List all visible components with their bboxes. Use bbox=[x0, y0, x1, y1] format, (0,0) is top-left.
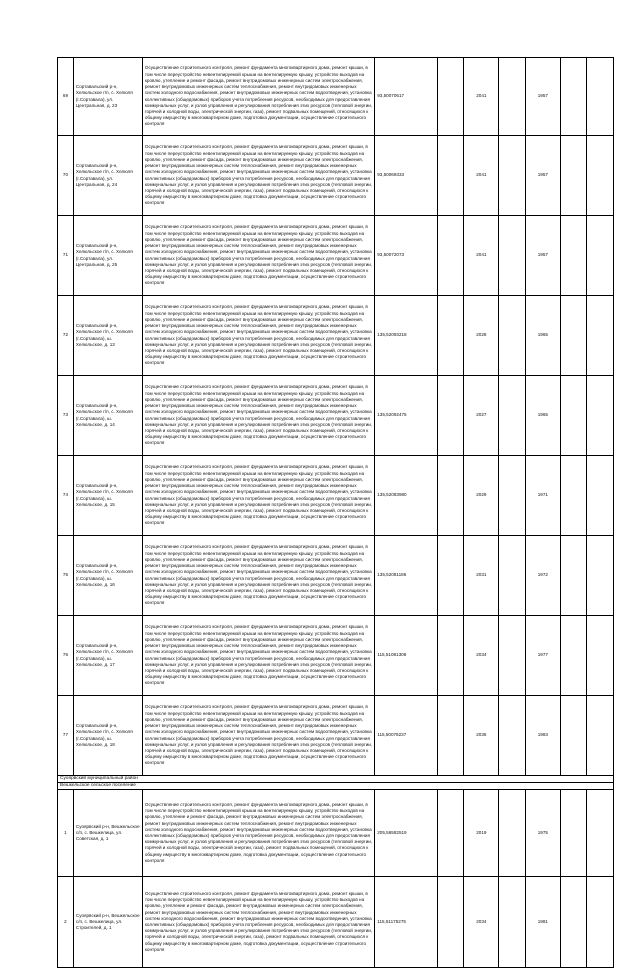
works-cell: Осуществление строительного контроля, ремонт фундамента многоквартирного дома, ремонт крыши, в том числе переустройство невентилируемой крыши на вентилируемую крышу, устройство выходов на кровлю, утепление и ремонт фасада, ремонт внутридомовых инженерных систем электроснабжения, ремонт внутридомовых инженерных систем теплоснабжения, ремонт внутридомовых инженерных систем холодного водоснабжения, ремонт внутридомовых инженерных систем водоотведения, установка коллективных (общедомовых) приборов учета потребления ресурсов, необходимых для предоставления коммунальных услуг, и узлов управления и регулирования потребления этих ресурсов (тепловой энергии, горячей и холодной воды, электрической энергии, газа), ремонт подвальных помещений, относящихся к общему имуществу в многоквартирном доме, подготовка документации, осуществление строительного контроля bbox=[142, 58, 374, 136]
address-cell: Сортавальский р-н, Хелюльское г/п, с. Хелюля (г.Сортавала), ул. Центральная, д. 23 bbox=[73, 58, 142, 136]
planned-year-cell: 2031 bbox=[464, 536, 499, 616]
address-cell: Сортавальский р-н, Хелюльское г/п, с. Хелюля (г.Сортавала), ш. Хелюльское, д. 16 bbox=[73, 536, 142, 616]
works-cell: Осуществление строительного контроля, ремонт фундамента многоквартирного дома, ремонт крыши, в том числе переустройство невентилируемой крыши на вентилируемую крышу, устройство выходов на кровлю, утепление и ремонт фасада, ремонт внутридомовых инженерных систем электроснабжения, ремонт внутридомовых инженерных систем теплоснабжения, ремонт внутридомовых инженерных систем холодного водоснабжения, ремонт внутридомовых инженерных систем водоотведения, установка коллективных (общедомовых) приборов учета потребления ресурсов, необходимых для предоставления коммунальных услуг, и узлов управления и регулирования потребления этих ресурсов (тепловой энергии, горячей и холодной воды, электрической энергии, газа), ремонт подвальных помещений, относящихся к общему имуществу в многоквартирном доме, подготовка документации, осуществление строительного контроля bbox=[142, 696, 374, 776]
table-row bbox=[58, 877, 614, 968]
built-year-cell: 1977 bbox=[525, 616, 560, 696]
built-year-cell: 1965 bbox=[525, 296, 560, 376]
empty-cell bbox=[437, 136, 464, 216]
empty-cell bbox=[560, 877, 587, 968]
empty-cell bbox=[499, 456, 526, 536]
empty-cell bbox=[587, 296, 614, 376]
cost-cell: 135,52083980 bbox=[375, 456, 438, 536]
table-row bbox=[58, 616, 614, 696]
empty-cell bbox=[437, 296, 464, 376]
cost-cell: 115,50078237 bbox=[375, 696, 438, 776]
row-number: 77 bbox=[58, 696, 74, 776]
cost-cell: 93,50070617 bbox=[375, 58, 438, 136]
table-row bbox=[58, 136, 614, 216]
planned-year-cell: 2041 bbox=[464, 58, 499, 136]
empty-cell bbox=[499, 136, 526, 216]
district-heading: Суоярвский муниципальный район bbox=[58, 776, 614, 783]
empty-cell bbox=[587, 216, 614, 296]
empty-cell bbox=[437, 790, 464, 877]
table-row bbox=[58, 790, 614, 877]
empty-cell bbox=[560, 456, 587, 536]
empty-cell bbox=[587, 456, 614, 536]
empty-cell bbox=[587, 136, 614, 216]
address-cell: Сортавальский р-н, Хелюльское г/п, с. Хелюля (г.Сортавала), ул. Центральная, д. 25 bbox=[73, 216, 142, 296]
empty-cell bbox=[560, 216, 587, 296]
row-number: 71 bbox=[58, 216, 74, 296]
planned-year-cell: 2028 bbox=[464, 296, 499, 376]
works-cell: Осуществление строительного контроля, ремонт фундамента многоквартирного дома, ремонт крыши, в том числе переустройство невентилируемой крыши на вентилируемую крышу, устройство выходов на кровлю, утепление и ремонт фасада, ремонт внутридомовых инженерных систем электроснабжения, ремонт внутридомовых инженерных систем теплоснабжения, ремонт внутридомовых инженерных систем холодного водоснабжения, ремонт внутридомовых инженерных систем водоотведения, установка коллективных (общедомовых) приборов учета потребления ресурсов, необходимых для предоставления коммунальных услуг, и узлов управления и регулирования потребления этих ресурсов (тепловой энергии, горячей и холодной воды, электрической энергии, газа), ремонт подвальных помещений, относящихся к общему имуществу в многоквартирном доме, подготовка документации, осуществление строительного контроля bbox=[142, 456, 374, 536]
planned-year-cell: 2029 bbox=[464, 456, 499, 536]
works-cell: Осуществление строительного контроля, ремонт фундамента многоквартирного дома, ремонт крыши, в том числе переустройство невентилируемой крыши на вентилируемую крышу, устройство выходов на кровлю, утепление и ремонт фасада, ремонт внутридомовых инженерных систем электроснабжения, ремонт внутридомовых инженерных систем теплоснабжения, ремонт внутридомовых инженерных систем холодного водоснабжения, ремонт внутридомовых инженерных систем водоотведения, установка коллективных (общедомовых) приборов учета потребления ресурсов, необходимых для предоставления коммунальных услуг, и узлов управления и регулирования потребления этих ресурсов (тепловой энергии, горячей и холодной воды, электрической энергии, газа), ремонт подвальных помещений, относящихся к общему имуществу в многоквартирном доме, подготовка документации, осуществление строительного контроля bbox=[142, 296, 374, 376]
row-number: 73 bbox=[58, 376, 74, 456]
built-year-cell: 1975 bbox=[525, 790, 560, 877]
works-cell: Осуществление строительного контроля, ремонт фундамента многоквартирного дома, ремонт крыши, в том числе переустройство невентилируемой крыши на вентилируемую крышу, устройство выходов на кровлю, утепление и ремонт фасада, ремонт внутридомовых инженерных систем электроснабжения, ремонт внутридомовых инженерных систем теплоснабжения, ремонт внутридомовых инженерных систем холодного водоснабжения, ремонт внутридомовых инженерных систем водоотведения, установка коллективных (общедомовых) приборов учета потребления ресурсов, необходимых для предоставления коммунальных услуг, и узлов управления и регулирования потребления этих ресурсов (тепловой энергии, горячей и холодной воды, электрической энергии, газа), ремонт подвальных помещений, относящихся к общему имуществу в многоквартирном доме, подготовка документации, осуществление строительного контроля bbox=[142, 616, 374, 696]
cost-cell: 115,51081308 bbox=[375, 616, 438, 696]
empty-cell bbox=[587, 877, 614, 968]
empty-cell bbox=[560, 58, 587, 136]
row-number: 75 bbox=[58, 536, 74, 616]
planned-year-cell: 2034 bbox=[464, 616, 499, 696]
table-row bbox=[58, 376, 614, 456]
address-cell: Суоярвский р-н, Вешкельское с/п, с. Вешкелица, ул. Советская, д. 1 bbox=[73, 790, 142, 877]
empty-cell bbox=[437, 616, 464, 696]
empty-cell bbox=[560, 790, 587, 877]
table-row bbox=[58, 216, 614, 296]
address-cell: Сортавальский р-н, Хелюльское г/п, с. Хелюля (г.Сортавала), ш. Хелюльское, д. 13 bbox=[73, 296, 142, 376]
address-cell: Сортавальский р-н, Хелюльское г/п, с. Хелюля (г.Сортавала), ул. Центральная, д. 24 bbox=[73, 136, 142, 216]
built-year-cell: 1983 bbox=[525, 696, 560, 776]
cost-cell: 135,52093218 bbox=[375, 296, 438, 376]
row-number: 76 bbox=[58, 616, 74, 696]
empty-cell bbox=[587, 696, 614, 776]
address-cell: Сортавальский р-н, Хелюльское г/п, с. Хелюля (г.Сортавала), ш. Хелюльское, д. 17 bbox=[73, 616, 142, 696]
works-cell: Осуществление строительного контроля, ремонт фундамента многоквартирного дома, ремонт крыши, в том числе переустройство невентилируемой крыши на вентилируемую крышу, устройство выходов на кровлю, утепление и ремонт фасада, ремонт внутридомовых инженерных систем электроснабжения, ремонт внутридомовых инженерных систем теплоснабжения, ремонт внутридомовых инженерных систем холодного водоснабжения, ремонт внутридомовых инженерных систем водоотведения, установка коллективных (общедомовых) приборов учета потребления ресурсов, необходимых для предоставления коммунальных услуг, и узлов управления и регулирования потребления этих ресурсов (тепловой энергии, горячей и холодной воды, электрической энергии, газа), ремонт подвальных помещений, относящихся к общему имуществу в многоквартирном доме, подготовка документации, осуществление строительного контроля bbox=[142, 790, 374, 877]
cost-cell: 93,50072073 bbox=[375, 216, 438, 296]
table-row bbox=[58, 58, 614, 136]
cost-cell: 205,56582519 bbox=[375, 790, 438, 877]
works-cell: Осуществление строительного контроля, ремонт фундамента многоквартирного дома, ремонт крыши, в том числе переустройство невентилируемой крыши на вентилируемую крышу, устройство выходов на кровлю, утепление и ремонт фасада, ремонт внутридомовых инженерных систем электроснабжения, ремонт внутридомовых инженерных систем теплоснабжения, ремонт внутридомовых инженерных систем холодного водоснабжения, ремонт внутридомовых инженерных систем водоотведения, установка коллективных (общедомовых) приборов учета потребления ресурсов, необходимых для предоставления коммунальных услуг, и узлов управления и регулирования потребления этих ресурсов (тепловой энергии, горячей и холодной воды, электрической энергии, газа), ремонт подвальных помещений, относящихся к общему имуществу в многоквартирном доме, подготовка документации, осуществление строительного контроля bbox=[142, 216, 374, 296]
empty-cell bbox=[560, 296, 587, 376]
empty-cell bbox=[437, 376, 464, 456]
empty-cell bbox=[499, 376, 526, 456]
empty-cell bbox=[437, 877, 464, 968]
cost-cell: 115,51175275 bbox=[375, 877, 438, 968]
empty-cell bbox=[499, 790, 526, 877]
table-row bbox=[58, 536, 614, 616]
table-row bbox=[58, 296, 614, 376]
built-year-cell: 1957 bbox=[525, 58, 560, 136]
row-number: 70 bbox=[58, 136, 74, 216]
empty-cell bbox=[437, 696, 464, 776]
works-cell: Осуществление строительного контроля, ремонт фундамента многоквартирного дома, ремонт крыши, в том числе переустройство невентилируемой крыши на вентилируемую крышу, устройство выходов на кровлю, утепление и ремонт фасада, ремонт внутридомовых инженерных систем электроснабжения, ремонт внутридомовых инженерных систем теплоснабжения, ремонт внутридомовых инженерных систем холодного водоснабжения, ремонт внутридомовых инженерных систем водоотведения, установка коллективных (общедомовых) приборов учета потребления ресурсов, необходимых для предоставления коммунальных услуг, и узлов управления и регулирования потребления этих ресурсов (тепловой энергии, горячей и холодной воды, электрической энергии, газа), ремонт подвальных помещений, относящихся к общему имуществу в многоквартирном доме, подготовка документации, осуществление строительного контроля bbox=[142, 376, 374, 456]
section-row-district bbox=[58, 776, 614, 783]
planned-year-cell: 2034 bbox=[464, 877, 499, 968]
empty-cell bbox=[437, 216, 464, 296]
empty-cell bbox=[587, 58, 614, 136]
planned-year-cell: 2019 bbox=[464, 790, 499, 877]
empty-cell bbox=[499, 296, 526, 376]
works-cell: Осуществление строительного контроля, ремонт фундамента многоквартирного дома, ремонт крыши, в том числе переустройство невентилируемой крыши на вентилируемую крышу, устройство выходов на кровлю, утепление и ремонт фасада, ремонт внутридомовых инженерных систем электроснабжения, ремонт внутридомовых инженерных систем теплоснабжения, ремонт внутридомовых инженерных систем холодного водоснабжения, ремонт внутридомовых инженерных систем водоотведения, установка коллективных (общедомовых) приборов учета потребления ресурсов, необходимых для предоставления коммунальных услуг, и узлов управления и регулирования потребления этих ресурсов (тепловой энергии, горячей и холодной воды, электрической энергии, газа), ремонт подвальных помещений, относящихся к общему имуществу в многоквартирном доме, подготовка документации, осуществление строительного контроля bbox=[142, 877, 374, 968]
built-year-cell: 1972 bbox=[525, 536, 560, 616]
row-number: 1 bbox=[58, 790, 74, 877]
planned-year-cell: 2027 bbox=[464, 376, 499, 456]
cost-cell: 135,52081186 bbox=[375, 536, 438, 616]
settlement-heading: Вешкельское сельское поселение bbox=[58, 783, 614, 790]
address-cell: Суоярвский р-н, Вешкельское с/п, с. Вешкелица, ул. Строителей, д. 1 bbox=[73, 877, 142, 968]
capital-repair-table bbox=[57, 57, 614, 968]
works-cell: Осуществление строительного контроля, ремонт фундамента многоквартирного дома, ремонт крыши, в том числе переустройство невентилируемой крыши на вентилируемую крышу, устройство выходов на кровлю, утепление и ремонт фасада, ремонт внутридомовых инженерных систем электроснабжения, ремонт внутридомовых инженерных систем теплоснабжения, ремонт внутридомовых инженерных систем холодного водоснабжения, ремонт внутридомовых инженерных систем водоотведения, установка коллективных (общедомовых) приборов учета потребления ресурсов, необходимых для предоставления коммунальных услуг, и узлов управления и регулирования потребления этих ресурсов (тепловой энергии, горячей и холодной воды, электрической энергии, газа), ремонт подвальных помещений, относящихся к общему имуществу в многоквартирном доме, подготовка документации, осуществление строительного контроля bbox=[142, 136, 374, 216]
works-cell: Осуществление строительного контроля, ремонт фундамента многоквартирного дома, ремонт крыши, в том числе переустройство невентилируемой крыши на вентилируемую крышу, устройство выходов на кровлю, утепление и ремонт фасада, ремонт внутридомовых инженерных систем электроснабжения, ремонт внутридомовых инженерных систем теплоснабжения, ремонт внутридомовых инженерных систем холодного водоснабжения, ремонт внутридомовых инженерных систем водоотведения, установка коллективных (общедомовых) приборов учета потребления ресурсов, необходимых для предоставления коммунальных услуг, и узлов управления и регулирования потребления этих ресурсов (тепловой энергии, горячей и холодной воды, электрической энергии, газа), ремонт подвальных помещений, относящихся к общему имуществу в многоквартирном доме, подготовка документации, осуществление строительного контроля bbox=[142, 536, 374, 616]
row-number: 69 bbox=[58, 58, 74, 136]
built-year-cell: 1957 bbox=[525, 216, 560, 296]
empty-cell bbox=[560, 536, 587, 616]
empty-cell bbox=[499, 696, 526, 776]
empty-cell bbox=[560, 696, 587, 776]
empty-cell bbox=[499, 877, 526, 968]
document-page bbox=[57, 57, 614, 968]
empty-cell bbox=[587, 790, 614, 877]
empty-cell bbox=[437, 58, 464, 136]
planned-year-cell: 2041 bbox=[464, 216, 499, 296]
address-cell: Сортавальский р-н, Хелюльское г/п, с. Хелюля (г.Сортавала), ш. Хелюльское, д. 14 bbox=[73, 376, 142, 456]
cost-cell: 135,52092475 bbox=[375, 376, 438, 456]
built-year-cell: 1971 bbox=[525, 456, 560, 536]
built-year-cell: 1965 bbox=[525, 376, 560, 456]
empty-cell bbox=[437, 536, 464, 616]
cost-cell: 93,50069333 bbox=[375, 136, 438, 216]
address-cell: Сортавальский р-н, Хелюльское г/п, с. Хелюля (г.Сортавала), ш. Хелюльское, д. 15 bbox=[73, 456, 142, 536]
empty-cell bbox=[499, 58, 526, 136]
table-row bbox=[58, 456, 614, 536]
empty-cell bbox=[560, 376, 587, 456]
built-year-cell: 1957 bbox=[525, 136, 560, 216]
planned-year-cell: 2041 bbox=[464, 136, 499, 216]
empty-cell bbox=[587, 616, 614, 696]
row-number: 2 bbox=[58, 877, 74, 968]
address-cell: Сортавальский р-н, Хелюльское г/п, с. Хелюля (г.Сортавала), ш. Хелюльское, д. 18 bbox=[73, 696, 142, 776]
row-number: 74 bbox=[58, 456, 74, 536]
empty-cell bbox=[587, 536, 614, 616]
empty-cell bbox=[499, 536, 526, 616]
built-year-cell: 1981 bbox=[525, 877, 560, 968]
empty-cell bbox=[560, 616, 587, 696]
empty-cell bbox=[437, 456, 464, 536]
section-row-settlement bbox=[58, 783, 614, 790]
empty-cell bbox=[499, 616, 526, 696]
empty-cell bbox=[587, 376, 614, 456]
table-row bbox=[58, 696, 614, 776]
empty-cell bbox=[560, 136, 587, 216]
empty-cell bbox=[499, 216, 526, 296]
planned-year-cell: 2036 bbox=[464, 696, 499, 776]
row-number: 72 bbox=[58, 296, 74, 376]
